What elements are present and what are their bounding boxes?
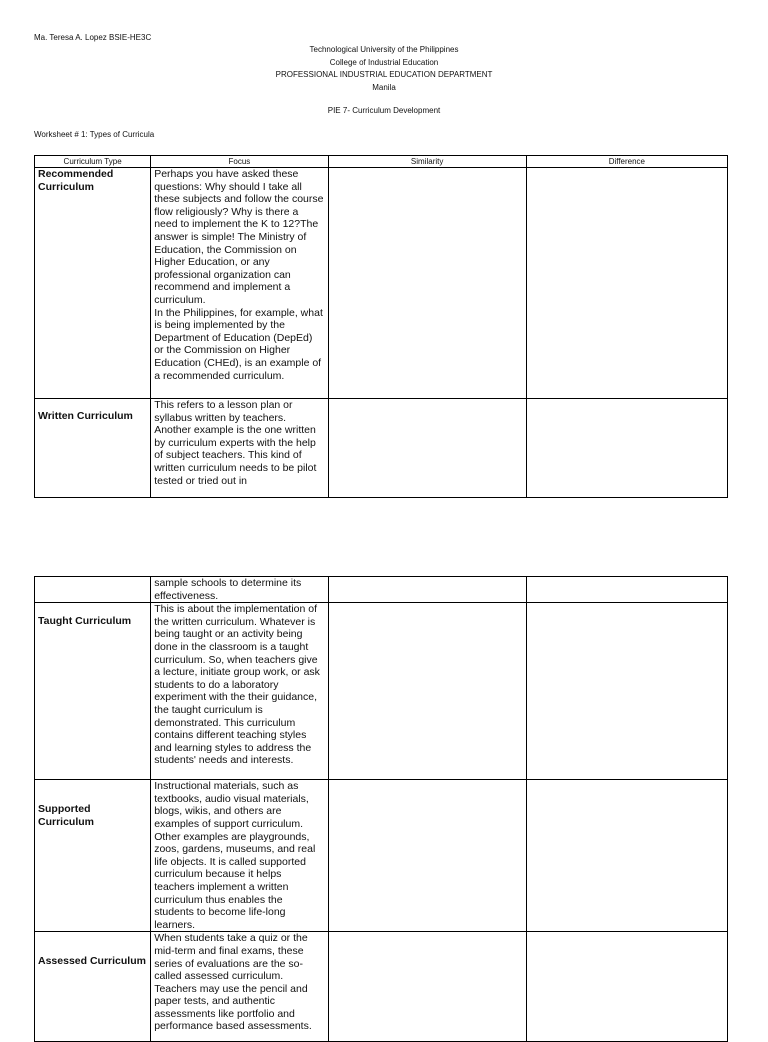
focus-cell: [151, 399, 328, 498]
similarity-cell[interactable]: [328, 780, 526, 932]
focus-paragraph: This is about the implementation of the written curriculum. Whatever is being taught or an activity being done in the classroom is a taught curriculum. So, when teachers give a lecture, initiate group work, or ask students to do a laboratory experiment with the their guidance, the taught curriculum is demonstrated. This curriculum contains different teaching styles and learning styles to address the students' needs and interests.: [154, 603, 320, 767]
curriculum-type-cell: Assessed Curriculum: [35, 932, 151, 1042]
focus-cell: [151, 603, 328, 780]
table-row: [35, 603, 728, 780]
similarity-cell[interactable]: [328, 603, 526, 780]
table-row: [35, 780, 728, 932]
institution-heading: [0, 44, 768, 94]
similarity-cell[interactable]: [328, 168, 526, 399]
focus-paragraph: When students take a quiz or the mid-term and final exams, these series of evaluations are the so-called assessed curriculum. Teachers may use the pencil and paper tests, and authentic assessments like portfolio and performance based assessments.: [154, 932, 312, 1033]
difference-cell[interactable]: [526, 168, 727, 399]
table-header-row: [35, 156, 728, 168]
curriculum-type-cell: Recommended Curriculum: [35, 168, 151, 399]
similarity-cell[interactable]: [328, 932, 526, 1042]
curricula-table-page2: [34, 576, 728, 1042]
focus-cell: [151, 780, 328, 932]
table-row: [35, 168, 728, 399]
author-line: Ma. Teresa A. Lopez BSIE-HE3C: [34, 33, 152, 42]
column-header: Similarity: [328, 156, 526, 168]
column-header: Focus: [151, 156, 328, 168]
curriculum-type-cell: Taught Curriculum: [35, 603, 151, 780]
difference-cell[interactable]: [526, 932, 727, 1042]
table-row: [35, 577, 728, 603]
institution-line: Manila: [372, 82, 396, 92]
focus-cell: [151, 577, 328, 603]
focus-paragraph: sample schools to determine its effectiveness.: [154, 577, 302, 602]
column-header: Curriculum Type: [35, 156, 151, 168]
curriculum-type-cell: Supported Curriculum: [35, 780, 151, 932]
difference-cell[interactable]: [526, 603, 727, 780]
column-header: Difference: [526, 156, 727, 168]
focus-paragraph: Perhaps you have asked these questions: Why should I take all these subjects and follow the course flow religiously? Why is there a need to implement the K to 12?The answer is simple! The Ministry of Education, the Commission on Higher Education, or any professional organization can recommend and implement a curriculum.: [154, 168, 324, 306]
difference-cell[interactable]: [526, 780, 727, 932]
focus-cell: [151, 932, 328, 1042]
focus-paragraph: Instructional materials, such as textbooks, audio visual materials, blogs, wikis, and others are examples of support curriculum. Other examples are playgrounds, zoos, gardens, museums, and real life objects. It is called supported curriculum because it helps teachers implement a written curriculum thus enables the students to become life-long learners.: [154, 780, 316, 931]
institution-line: Technological University of the Philippines: [309, 45, 459, 54]
subject-title: PIE 7- Curriculum Development: [327, 106, 441, 115]
focus-cell: [151, 168, 328, 399]
curricula-table-page1: [34, 155, 728, 498]
worksheet-title: Worksheet # 1: Types of Curricula: [34, 130, 155, 139]
institution-line: PROFESSIONAL INDUSTRIAL EDUCATION DEPARTMENT: [275, 70, 493, 79]
similarity-cell[interactable]: [328, 399, 526, 498]
focus-paragraph: This refers to a lesson plan or syllabus written by teachers. Another example is the one written by curriculum experts with the help of subject teachers. This kind of written curriculum needs to be pilot tested or tried out in: [154, 399, 317, 487]
difference-cell[interactable]: [526, 399, 727, 498]
similarity-cell[interactable]: [328, 577, 526, 603]
curriculum-type-cell: [35, 577, 151, 603]
table-row: [35, 399, 728, 498]
curriculum-type-cell: Written Curriculum: [35, 399, 151, 498]
difference-cell[interactable]: [526, 577, 727, 603]
table-row: [35, 932, 728, 1042]
institution-line: College of Industrial Education: [329, 57, 439, 67]
focus-paragraph: In the Philippines, for example, what is being implemented by the Department of Education (DepEd) or the Commission on Higher Education (CHEd), is an example of a recommended curriculum.: [154, 306, 323, 382]
